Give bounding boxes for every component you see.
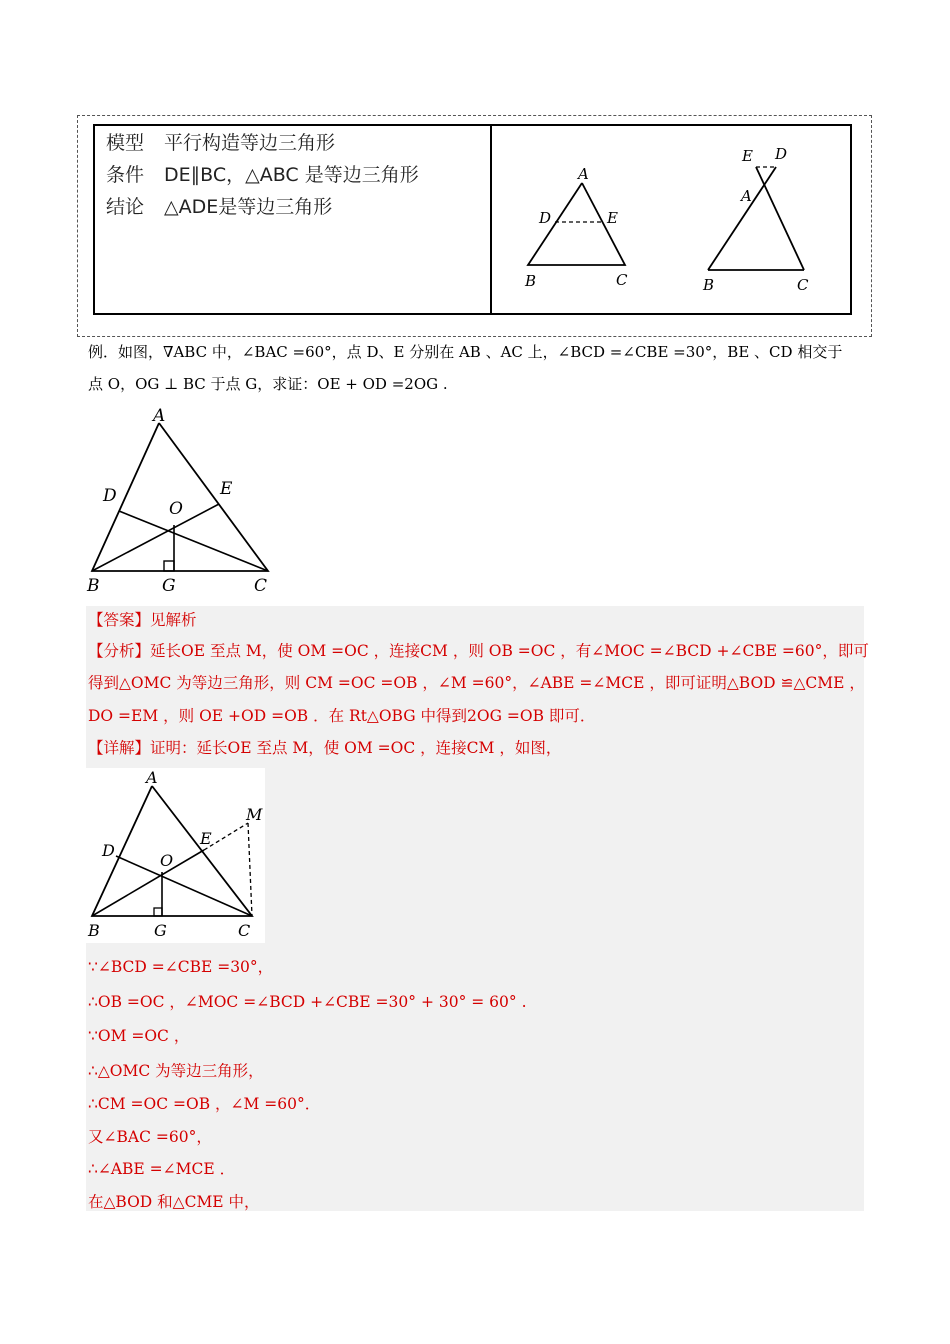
question-figure <box>82 400 282 600</box>
model-row <box>106 128 335 155</box>
q-label-E: E <box>220 479 233 499</box>
s-label-E: E <box>200 829 212 848</box>
s-label-B: B <box>88 921 100 940</box>
proof-step: ∴∠ABE =∠MCE ． <box>88 1160 236 1178</box>
model-row-value: 平行构造等边三角形 <box>164 132 336 154</box>
q-label-C: C <box>254 576 268 596</box>
model-figure-2 <box>702 145 809 294</box>
analysis-line-2: 得到△OMC 为等边三角形，则 CM =OC =OB ，∠M =60°，∠ABE =∠MCE ，即可证明△BOD ≌△CME ， <box>88 674 865 692</box>
answer-line: 【答案】见解析 <box>88 611 197 629</box>
s-label-D: D <box>102 841 115 860</box>
fig1-label-C: C <box>616 271 628 289</box>
question-line-1: 例．如图，∇ABC 中，∠BAC =60°，点 D、E 分别在 AB 、AC 上，∠BCD =∠CBE =30°，BE 、CD 相交于 <box>88 343 843 361</box>
fig2-label-D: D <box>775 145 788 163</box>
model-row-key: 模型 <box>106 132 145 154</box>
q-label-O: O <box>169 499 183 519</box>
q-label-G: G <box>162 576 176 596</box>
proof-step: ∴CM =OC =OB ，∠M =60°． <box>88 1095 321 1113</box>
conclusion-row-key: 结论 <box>106 196 145 218</box>
fig1-label-E: E <box>607 209 618 227</box>
s-label-A: A <box>146 768 158 787</box>
fig1-label-D: D <box>539 209 552 227</box>
analysis-line-3: DO =EM ，则 OE +OD =OB ．在 Rt△OBG 中得到2OG =OB 即可． <box>88 707 596 725</box>
proof-step: ∵OM =OC ， <box>88 1027 190 1045</box>
proof-step: ∵∠BCD =∠CBE =30°， <box>88 958 274 976</box>
fig2-label-A: A <box>741 187 752 205</box>
s-label-C: C <box>238 921 251 940</box>
condition-row-key: 条件 <box>106 164 145 186</box>
detail-line-1: 【详解】证明：延长OE 至点 M，使 OM =OC ，连接CM ，如图， <box>88 739 562 757</box>
conclusion-row <box>106 192 332 219</box>
q-label-B: B <box>87 576 100 596</box>
s-label-G: G <box>154 921 167 940</box>
fig2-label-C: C <box>797 276 809 294</box>
proof-step: 在△BOD 和△CME 中， <box>88 1193 260 1211</box>
q-label-D: D <box>103 486 117 506</box>
fig2-label-E: E <box>742 147 753 165</box>
proof-step: ∴OB =OC ，∠MOC =∠BCD +∠CBE =30° + 30° = 60° . <box>88 993 527 1011</box>
proof-step: ∴△OMC 为等边三角形， <box>88 1062 264 1080</box>
question-line-2: 点 O，OG ⊥ BC 于点 G，求证：OE + OD =2OG . <box>88 375 448 393</box>
s-label-O: O <box>160 851 174 870</box>
proof-step: 又∠BAC =60°， <box>88 1128 212 1146</box>
fig1-label-A: A <box>578 165 589 183</box>
q-label-A: A <box>153 406 166 426</box>
condition-row <box>106 160 419 187</box>
fig2-label-B: B <box>703 276 715 294</box>
model-figure-1 <box>524 165 628 290</box>
analysis-line-1: 【分析】延长OE 至点 M，使 OM =OC ，连接CM ，则 OB =OC ，有∠MOC =∠BCD +∠CBE =60°，即可 <box>88 642 869 660</box>
conclusion-row-value: △ADE是等边三角形 <box>164 196 333 218</box>
fig1-label-B: B <box>525 272 537 290</box>
condition-row-value: DE∥BC，△ABC 是等边三角形 <box>164 164 419 186</box>
s-label-M: M <box>246 805 263 824</box>
solution-figure <box>86 768 266 944</box>
model-figures <box>492 126 850 314</box>
